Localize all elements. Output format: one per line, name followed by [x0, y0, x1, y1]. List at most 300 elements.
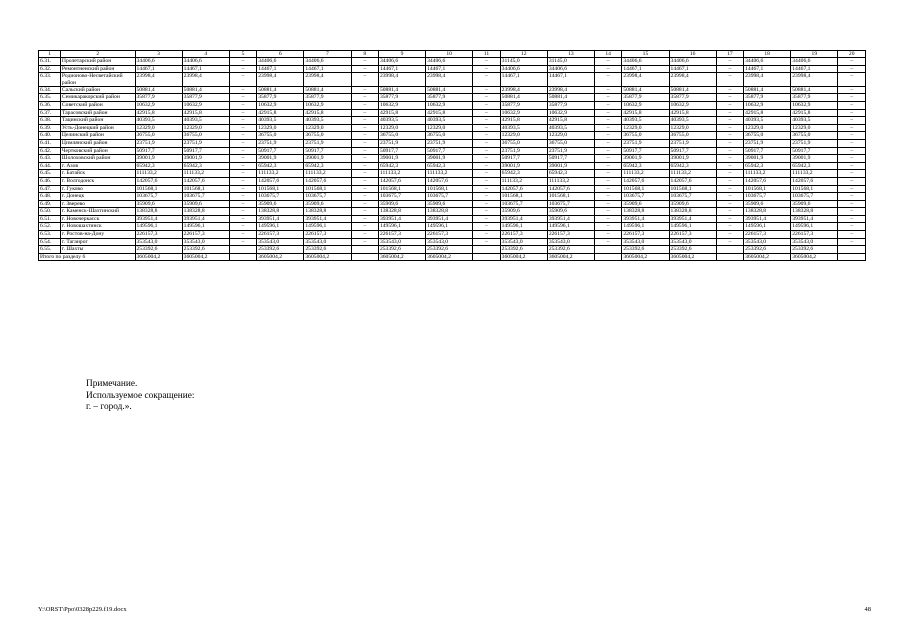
value-cell: –: [229, 101, 256, 109]
value-cell: 149596,1: [378, 223, 425, 231]
column-number-cell: 14: [594, 51, 621, 58]
value-cell: 39001,9: [182, 155, 229, 163]
value-cell: 14467,1: [135, 65, 182, 73]
value-cell: –: [473, 73, 500, 86]
value-cell: –: [351, 170, 378, 178]
data-table: [38, 50, 866, 261]
column-number-cell: 6: [257, 51, 304, 58]
value-cell: –: [838, 215, 866, 223]
value-cell: –: [838, 86, 866, 94]
row-name-cell: г. Таганрог: [60, 238, 135, 246]
value-cell: –: [229, 139, 256, 147]
value-cell: –: [351, 223, 378, 231]
value-cell: 226157,3: [791, 231, 838, 239]
row-name-cell: Чертковский район: [60, 147, 135, 155]
value-cell: 142057,6: [622, 177, 669, 185]
value-cell: –: [594, 200, 621, 208]
table-row: [39, 246, 866, 254]
value-cell: 353543,0: [182, 238, 229, 246]
value-cell: 65942,3: [547, 170, 594, 178]
value-cell: –: [594, 193, 621, 201]
value-cell: –: [594, 238, 621, 246]
value-cell: 23751,9: [426, 139, 473, 147]
column-number-cell: 15: [622, 51, 669, 58]
value-cell: 50917,7: [426, 147, 473, 155]
value-cell: 23751,9: [500, 147, 547, 155]
value-cell: –: [229, 170, 256, 178]
value-cell: 50881,4: [378, 86, 425, 94]
table-total-row: [39, 253, 866, 261]
value-cell: –: [229, 215, 256, 223]
value-cell: –: [351, 109, 378, 117]
value-cell: 34406,6: [622, 58, 669, 66]
value-cell: –: [594, 94, 621, 102]
value-cell: –: [838, 109, 866, 117]
column-number-cell: 4: [182, 51, 229, 58]
value-cell: 34406,6: [257, 58, 304, 66]
value-cell: 101568,1: [304, 185, 351, 193]
value-cell: [716, 246, 743, 254]
value-cell: –: [229, 177, 256, 185]
value-cell: –: [838, 94, 866, 102]
value-cell: –: [473, 215, 500, 223]
table-row: [39, 231, 866, 239]
total-value-cell: [473, 253, 500, 261]
value-cell: 14467,1: [669, 65, 716, 73]
value-cell: 253392,6: [500, 246, 547, 254]
row-number-cell: 6.31.: [39, 58, 61, 66]
value-cell: 42915,8: [622, 109, 669, 117]
value-cell: 39001,9: [744, 155, 791, 163]
value-cell: –: [351, 177, 378, 185]
value-cell: 393951,4: [135, 215, 182, 223]
value-cell: 393951,4: [257, 215, 304, 223]
value-cell: –: [473, 124, 500, 132]
table-row: [39, 65, 866, 73]
value-cell: 65942,3: [135, 162, 182, 170]
row-number-cell: 6.40.: [39, 132, 61, 140]
value-cell: –: [716, 177, 743, 185]
value-cell: 35877,9: [304, 94, 351, 102]
value-cell: 23998,4: [622, 73, 669, 86]
value-cell: –: [229, 231, 256, 239]
value-cell: 10632,9: [669, 101, 716, 109]
value-cell: 138328,8: [791, 208, 838, 216]
value-cell: 50917,7: [500, 155, 547, 163]
total-value-cell: [229, 253, 256, 261]
row-name-cell: г. Ростов-на-Дону: [60, 231, 135, 239]
total-value-cell: 3605004,2: [257, 253, 304, 261]
row-name-cell: г. Волгодонск: [60, 177, 135, 185]
value-cell: –: [838, 238, 866, 246]
value-cell: 36755,0: [257, 132, 304, 140]
value-cell: –: [716, 139, 743, 147]
value-cell: –: [473, 208, 500, 216]
table-row: [39, 223, 866, 231]
value-cell: 12329,0: [135, 124, 182, 132]
value-cell: 101568,1: [182, 185, 229, 193]
value-cell: –: [594, 208, 621, 216]
value-cell: –: [351, 117, 378, 125]
value-cell: 40393,5: [426, 117, 473, 125]
value-cell: 353543,0: [426, 238, 473, 246]
value-cell: 226157,3: [669, 231, 716, 239]
value-cell: 40393,5: [182, 117, 229, 125]
value-cell: 42915,8: [378, 109, 425, 117]
value-cell: 23751,9: [378, 139, 425, 147]
value-cell: 103675,7: [791, 193, 838, 201]
value-cell: –: [716, 185, 743, 193]
value-cell: 253392,6: [622, 246, 669, 254]
value-cell: –: [351, 185, 378, 193]
value-cell: 14467,1: [500, 73, 547, 86]
notes-abbrev-heading: Используемое сокращение:: [86, 390, 195, 401]
value-cell: –: [229, 193, 256, 201]
value-cell: 111133,2: [378, 170, 425, 178]
value-cell: –: [594, 117, 621, 125]
value-cell: –: [716, 215, 743, 223]
value-cell: 36755,0: [182, 132, 229, 140]
value-cell: 23998,4: [135, 73, 182, 86]
value-cell: –: [229, 162, 256, 170]
value-cell: –: [351, 86, 378, 94]
value-cell: 253392,6: [182, 246, 229, 254]
value-cell: 42915,8: [669, 109, 716, 117]
value-cell: [229, 246, 256, 254]
value-cell: –: [351, 193, 378, 201]
value-cell: 39001,9: [426, 155, 473, 163]
value-cell: 36755,0: [791, 132, 838, 140]
value-cell: 35909,6: [304, 200, 351, 208]
table-row: [39, 200, 866, 208]
value-cell: 35877,9: [378, 94, 425, 102]
value-cell: –: [473, 147, 500, 155]
value-cell: 36755,0: [622, 132, 669, 140]
value-cell: 23998,4: [182, 73, 229, 86]
value-cell: 253392,6: [257, 246, 304, 254]
row-number-cell: 6.50.: [39, 208, 61, 216]
value-cell: 23751,9: [669, 139, 716, 147]
value-cell: 40393,5: [744, 117, 791, 125]
value-cell: 34406,6: [791, 58, 838, 66]
row-name-cell: г. Новошахтинск: [60, 223, 135, 231]
value-cell: 31145,0: [500, 58, 547, 66]
value-cell: 50917,7: [744, 147, 791, 155]
value-cell: 42915,8: [500, 117, 547, 125]
value-cell: 149596,1: [547, 223, 594, 231]
value-cell: –: [838, 193, 866, 201]
value-cell: 65942,3: [304, 162, 351, 170]
value-cell: [473, 246, 500, 254]
value-cell: 226157,3: [135, 231, 182, 239]
value-cell: –: [473, 231, 500, 239]
value-cell: –: [838, 208, 866, 216]
value-cell: 65942,3: [791, 162, 838, 170]
value-cell: 138328,8: [182, 208, 229, 216]
value-cell: 101568,1: [257, 185, 304, 193]
value-cell: 23751,9: [304, 139, 351, 147]
notes-block: [86, 379, 194, 414]
total-value-cell: 3605004,2: [744, 253, 791, 261]
value-cell: 34406,6: [500, 65, 547, 73]
total-value-cell: 3605004,2: [669, 253, 716, 261]
value-cell: 12329,0: [257, 124, 304, 132]
value-cell: –: [838, 73, 866, 86]
column-number-cell: 8: [351, 51, 378, 58]
row-number-cell: 6.49.: [39, 200, 61, 208]
total-value-cell: 3605004,2: [547, 253, 594, 261]
value-cell: 36755,0: [135, 132, 182, 140]
value-cell: 253392,6: [304, 246, 351, 254]
value-cell: 65942,3: [500, 170, 547, 178]
table-row: [39, 101, 866, 109]
value-cell: –: [473, 132, 500, 140]
value-cell: 40393,5: [378, 117, 425, 125]
table-row: [39, 238, 866, 246]
table-row: [39, 124, 866, 132]
notes-title: Примечание.: [86, 379, 138, 389]
value-cell: 65942,3: [378, 162, 425, 170]
value-cell: –: [594, 109, 621, 117]
column-number-cell: 12: [500, 51, 547, 58]
value-cell: 353543,0: [791, 238, 838, 246]
value-cell: 35909,6: [744, 200, 791, 208]
value-cell: –: [229, 86, 256, 94]
row-name-cell: г. Донецк: [60, 193, 135, 201]
value-cell: –: [716, 238, 743, 246]
value-cell: –: [838, 177, 866, 185]
notes-abbrev-line: г. – город.».: [86, 402, 132, 413]
value-cell: –: [351, 231, 378, 239]
table-row: [39, 208, 866, 216]
value-cell: 353543,0: [669, 238, 716, 246]
value-cell: –: [594, 139, 621, 147]
row-number-cell: 6.35.: [39, 94, 61, 102]
value-cell: 50881,4: [426, 86, 473, 94]
value-cell: 101568,1: [135, 185, 182, 193]
value-cell: –: [229, 65, 256, 73]
value-cell: 50917,7: [791, 147, 838, 155]
value-cell: 111133,2: [622, 170, 669, 178]
value-cell: 226157,3: [744, 231, 791, 239]
value-cell: 138328,8: [378, 208, 425, 216]
value-cell: –: [473, 139, 500, 147]
value-cell: 142057,6: [426, 177, 473, 185]
value-cell: 12329,0: [500, 132, 547, 140]
value-cell: –: [716, 86, 743, 94]
table-row: [39, 193, 866, 201]
value-cell: 393951,4: [182, 215, 229, 223]
total-label-cell: Итого по разделу 6: [39, 253, 136, 261]
value-cell: 65942,3: [426, 162, 473, 170]
value-cell: 226157,3: [378, 231, 425, 239]
table-row: [39, 185, 866, 193]
value-cell: 40393,5: [669, 117, 716, 125]
value-cell: –: [351, 147, 378, 155]
value-cell: –: [838, 124, 866, 132]
table-row: [39, 162, 866, 170]
row-name-cell: Родионово-Несветайский район: [60, 73, 135, 86]
value-cell: 253392,6: [791, 246, 838, 254]
value-cell: 149596,1: [426, 223, 473, 231]
value-cell: –: [473, 117, 500, 125]
value-cell: 14467,1: [182, 65, 229, 73]
total-value-cell: 3605004,2: [622, 253, 669, 261]
value-cell: 23751,9: [547, 147, 594, 155]
value-cell: 34406,6: [135, 58, 182, 66]
value-cell: 40393,5: [547, 124, 594, 132]
value-cell: 12329,0: [304, 124, 351, 132]
value-cell: 34406,6: [426, 58, 473, 66]
value-cell: 10632,9: [622, 101, 669, 109]
value-cell: –: [351, 94, 378, 102]
table-header-row: [39, 51, 866, 58]
value-cell: 65942,3: [669, 162, 716, 170]
value-cell: 50881,4: [547, 94, 594, 102]
value-cell: 36755,0: [547, 139, 594, 147]
value-cell: –: [473, 200, 500, 208]
value-cell: 50881,4: [182, 86, 229, 94]
value-cell: 226157,3: [426, 231, 473, 239]
row-number-cell: 6.42.: [39, 147, 61, 155]
value-cell: –: [229, 238, 256, 246]
table-row: [39, 170, 866, 178]
value-cell: 142057,6: [547, 185, 594, 193]
row-name-cell: Усть-Донецкий район: [60, 124, 135, 132]
value-cell: 50917,7: [378, 147, 425, 155]
value-cell: –: [351, 139, 378, 147]
value-cell: 34406,6: [304, 58, 351, 66]
row-number-cell: 6.54.: [39, 238, 61, 246]
value-cell: 142057,6: [304, 177, 351, 185]
value-cell: 111133,2: [182, 170, 229, 178]
value-cell: 31145,0: [547, 58, 594, 66]
value-cell: 50881,4: [622, 86, 669, 94]
row-name-cell: Пролетарский район: [60, 58, 135, 66]
value-cell: 353543,0: [135, 238, 182, 246]
value-cell: 103675,7: [622, 193, 669, 201]
value-cell: 39001,9: [378, 155, 425, 163]
value-cell: 393951,4: [426, 215, 473, 223]
total-value-cell: [351, 253, 378, 261]
value-cell: 23751,9: [182, 139, 229, 147]
table-row: [39, 155, 866, 163]
value-cell: –: [473, 223, 500, 231]
value-cell: –: [716, 147, 743, 155]
value-cell: 393951,4: [791, 215, 838, 223]
value-cell: 35877,9: [669, 94, 716, 102]
table-row: [39, 86, 866, 94]
value-cell: –: [716, 124, 743, 132]
value-cell: 111133,2: [304, 170, 351, 178]
value-cell: 50881,4: [744, 86, 791, 94]
value-cell: –: [716, 101, 743, 109]
value-cell: 353543,0: [257, 238, 304, 246]
value-cell: 12329,0: [622, 124, 669, 132]
value-cell: 50881,4: [135, 86, 182, 94]
value-cell: 23751,9: [622, 139, 669, 147]
value-cell: 39001,9: [135, 155, 182, 163]
value-cell: –: [838, 58, 866, 66]
total-value-cell: 3605004,2: [182, 253, 229, 261]
total-value-cell: 3605004,2: [304, 253, 351, 261]
value-cell: 14467,1: [304, 65, 351, 73]
value-cell: 50881,4: [500, 94, 547, 102]
value-cell: –: [229, 132, 256, 140]
row-number-cell: 6.47.: [39, 185, 61, 193]
value-cell: –: [473, 170, 500, 178]
value-cell: 23998,4: [378, 73, 425, 86]
value-cell: 103675,7: [182, 193, 229, 201]
value-cell: 393951,4: [547, 215, 594, 223]
value-cell: 111133,2: [744, 170, 791, 178]
value-cell: 36755,0: [378, 132, 425, 140]
value-cell: 50881,4: [304, 86, 351, 94]
value-cell: 42915,8: [304, 109, 351, 117]
row-name-cell: г. Азов: [60, 162, 135, 170]
value-cell: 34406,6: [669, 58, 716, 66]
value-cell: 226157,3: [622, 231, 669, 239]
value-cell: –: [473, 86, 500, 94]
value-cell: 138328,8: [257, 208, 304, 216]
value-cell: 50917,7: [257, 147, 304, 155]
value-cell: 103675,7: [500, 200, 547, 208]
value-cell: 12329,0: [547, 132, 594, 140]
value-cell: 35909,6: [622, 200, 669, 208]
row-number-cell: 6.46.: [39, 177, 61, 185]
value-cell: –: [838, 147, 866, 155]
value-cell: 149596,1: [744, 223, 791, 231]
value-cell: 35877,9: [744, 94, 791, 102]
column-number-cell: 2: [60, 51, 135, 58]
value-cell: 35909,6: [547, 208, 594, 216]
value-cell: –: [229, 109, 256, 117]
value-cell: –: [838, 155, 866, 163]
value-cell: –: [594, 231, 621, 239]
value-cell: –: [473, 94, 500, 102]
value-cell: –: [716, 208, 743, 216]
row-name-cell: Шолоховский район: [60, 155, 135, 163]
value-cell: –: [838, 65, 866, 73]
column-number-cell: 7: [304, 51, 351, 58]
value-cell: –: [716, 73, 743, 86]
value-cell: 50881,4: [669, 86, 716, 94]
value-cell: 138328,8: [622, 208, 669, 216]
value-cell: 23998,4: [257, 73, 304, 86]
value-cell: 35877,9: [257, 94, 304, 102]
value-cell: 149596,1: [791, 223, 838, 231]
row-number-cell: 6.48.: [39, 193, 61, 201]
value-cell: 142057,6: [257, 177, 304, 185]
value-cell: 111133,2: [791, 170, 838, 178]
value-cell: –: [351, 162, 378, 170]
value-cell: 138328,8: [426, 208, 473, 216]
row-name-cell: Тацинский район: [60, 117, 135, 125]
value-cell: 111133,2: [669, 170, 716, 178]
value-cell: –: [594, 223, 621, 231]
value-cell: –: [351, 73, 378, 86]
value-cell: 111133,2: [257, 170, 304, 178]
table-row: [39, 58, 866, 66]
row-name-cell: г. Новочеркасск: [60, 215, 135, 223]
value-cell: 40393,5: [500, 124, 547, 132]
value-cell: 36755,0: [669, 132, 716, 140]
value-cell: –: [229, 223, 256, 231]
value-cell: 226157,3: [304, 231, 351, 239]
value-cell: –: [351, 208, 378, 216]
row-number-cell: 6.43.: [39, 155, 61, 163]
column-number-cell: 13: [547, 51, 594, 58]
